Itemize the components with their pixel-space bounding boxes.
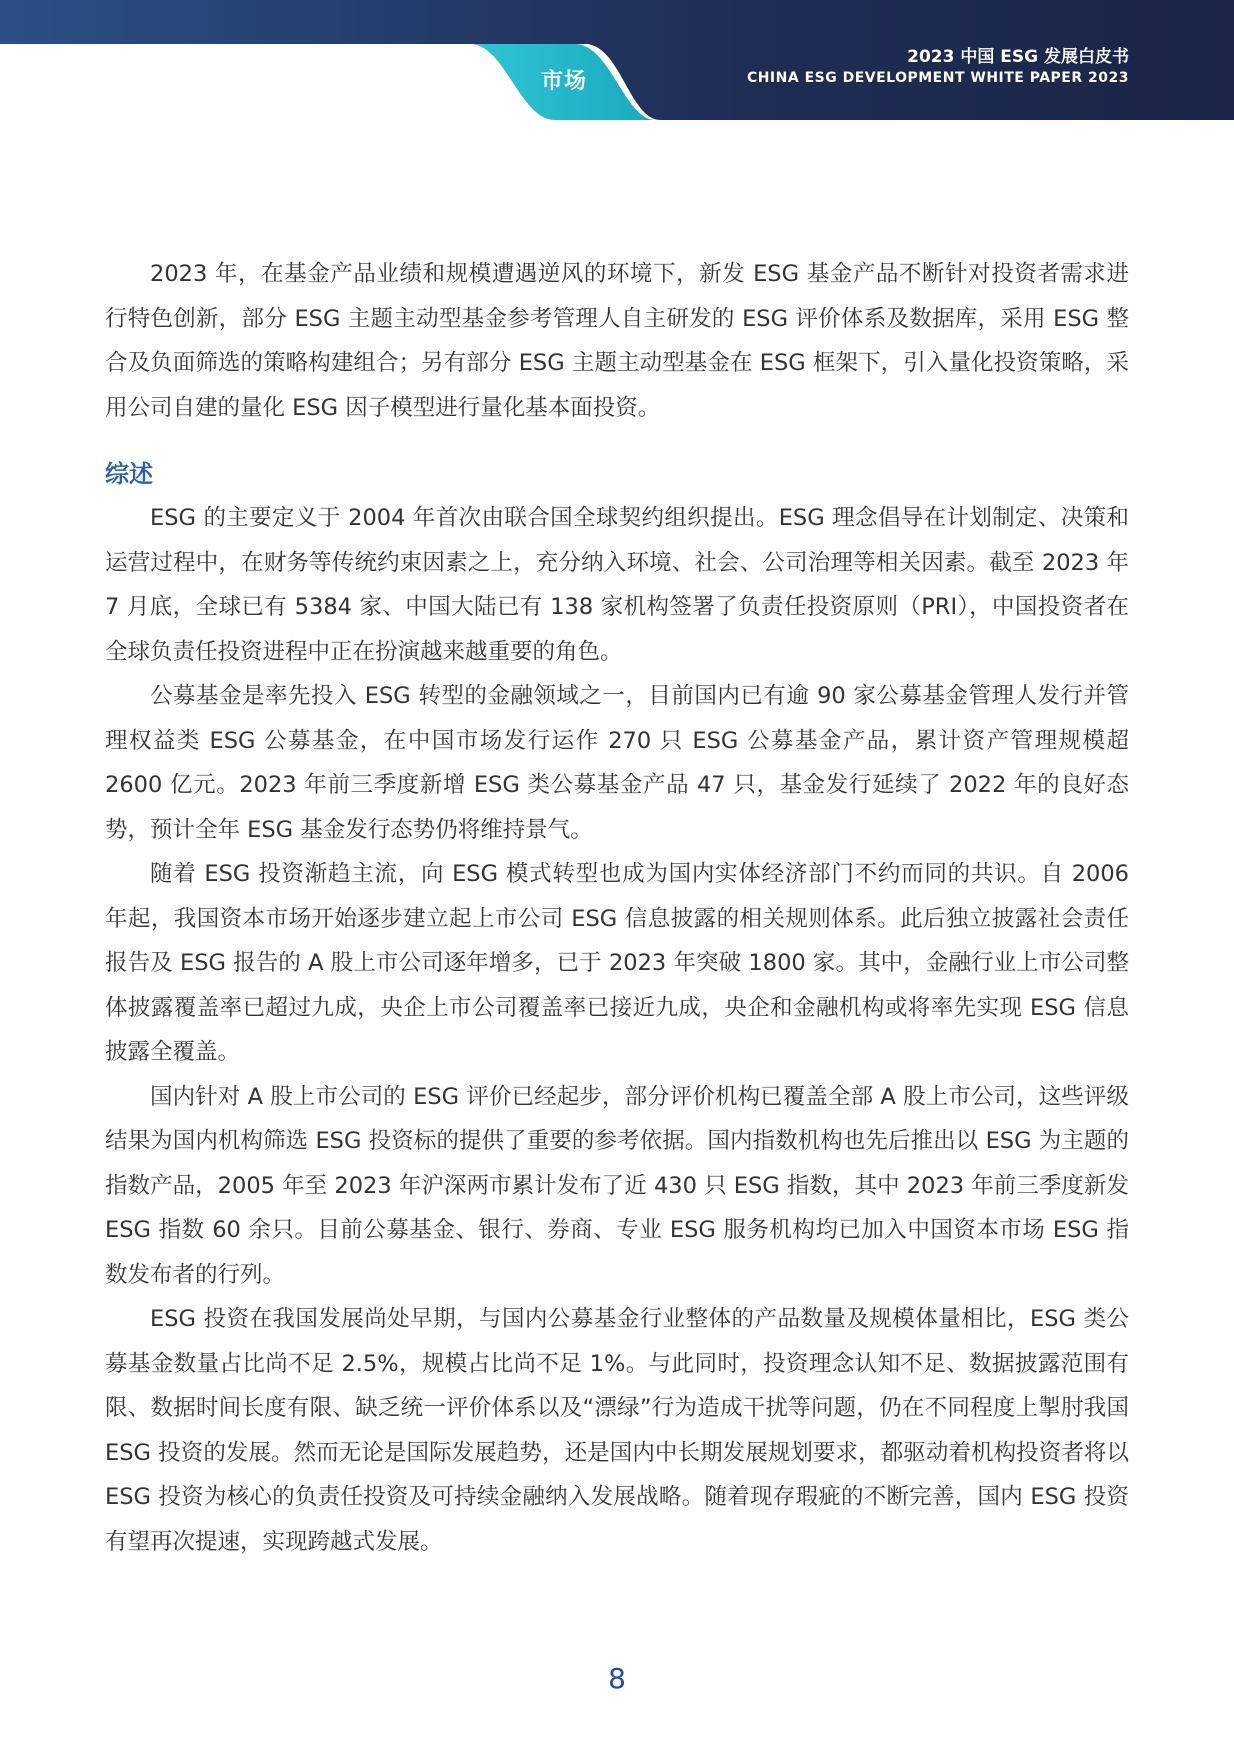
body-paragraph: 国内针对 A 股上市公司的 ESG 评价已经起步，部分评价机构已覆盖全部 A 股上市公司，这些评级结果为国内机构筛选 ESG 投资标的提供了重要的参考依据。国内指数机构也先后推出以 ESG 为主题的指数产品，2005 年至 2023 年沪深两市累计发布了近 430 只 ESG 指数，其中 2023 年前三季度新发 ESG 指数 60 余只。目前公募基金、银行、券商、专业 ESG 服务机构均已加入中国资本市场 ESG 指数发布者的行列。	[105, 1083, 1129, 1288]
main-content	[105, 252, 1129, 1564]
intro-paragraph: 2023 年，在基金产品业绩和规模遭遇逆风的环境下，新发 ESG 基金产品不断针对投资者需求进行特色创新，部分 ESG 主题主动型基金参考管理人自主研发的 ESG 评价体系及数据库，采用 ESG 整合及负面筛选的策略构建组合；另有部分 ESG 主题主动型基金在 ESG 框架下，引入量化投资策略，采用公司自建的量化 ESG 因子模型进行量化基本面投资。	[105, 261, 1129, 421]
document-subtitle: CHINA ESG DEVELOPMENT WHITE PAPER 2023	[746, 70, 1129, 86]
page-header	[0, 0, 1234, 120]
page-number: 8	[608, 1662, 626, 1695]
body-paragraph: 随着 ESG 投资渐趋主流，向 ESG 模式转型也成为国内实体经济部门不约而同的共识。自 2006 年起，我国资本市场开始逐步建立起上市公司 ESG 信息披露的相关规则体系。此后独立披露社会责任报告及 ESG 报告的 A 股上市公司逐年增多，已于 2023 年突破 1800 家。其中，金融行业上市公司整体披露覆盖率已超过九成，央企上市公司覆盖率已接近九成，央企和金融机构或将率先实现 ESG 信息披露全覆盖。	[105, 861, 1129, 1065]
section-heading: 综述	[105, 460, 153, 488]
section-tab-label: 市场	[541, 69, 588, 94]
body-paragraph: 公募基金是率先投入 ESG 转型的金融领域之一，目前国内已有逾 90 家公募基金管理人发行并管理权益类 ESG 公募基金，在中国市场发行运作 270 只 ESG 公募基金产品，累计资产管理规模超 2600 亿元。2023 年前三季度新增 ESG 类公募基金产品 47 只，基金发行延续了 2022 年的良好态势，预计全年 ESG 基金发行态势仍将维持景气。	[105, 683, 1129, 843]
body-paragraph: ESG 的主要定义于 2004 年首次由联合国全球契约组织提出。ESG 理念倡导在计划制定、决策和运营过程中，在财务等传统约束因素之上，充分纳入环境、社会、公司治理等相关因素。截至 2023 年 7 月底，全球已有 5384 家、中国大陆已有 138 家机构签署了负责任投资原则（PRI），中国投资者在全球负责任投资进程中正在扮演越来越重要的角色。	[105, 505, 1129, 665]
document-title: 2023 中国 ESG 发展白皮书	[907, 47, 1129, 67]
body-paragraph: ESG 投资在我国发展尚处早期，与国内公募基金行业整体的产品数量及规模体量相比，ESG 类公募基金数量占比尚不足 2.5%，规模占比尚不足 1%。与此同时，投资理念认知不足、数据披露范围有限、数据时间长度有限、缺乏统一评价体系以及“漂绿”行为造成干扰等问题，仍在不同程度上掣肘我国 ESG 投资的发展。然而无论是国际发展趋势，还是国内中长期发展规划要求，都驱动着机构投资者将以 ESG 投资为核心的负责任投资及可持续金融纳入发展战略。随着现存瑕疵的不断完善，国内 ESG 投资有望再次提速，实现跨越式发展。	[105, 1306, 1129, 1555]
